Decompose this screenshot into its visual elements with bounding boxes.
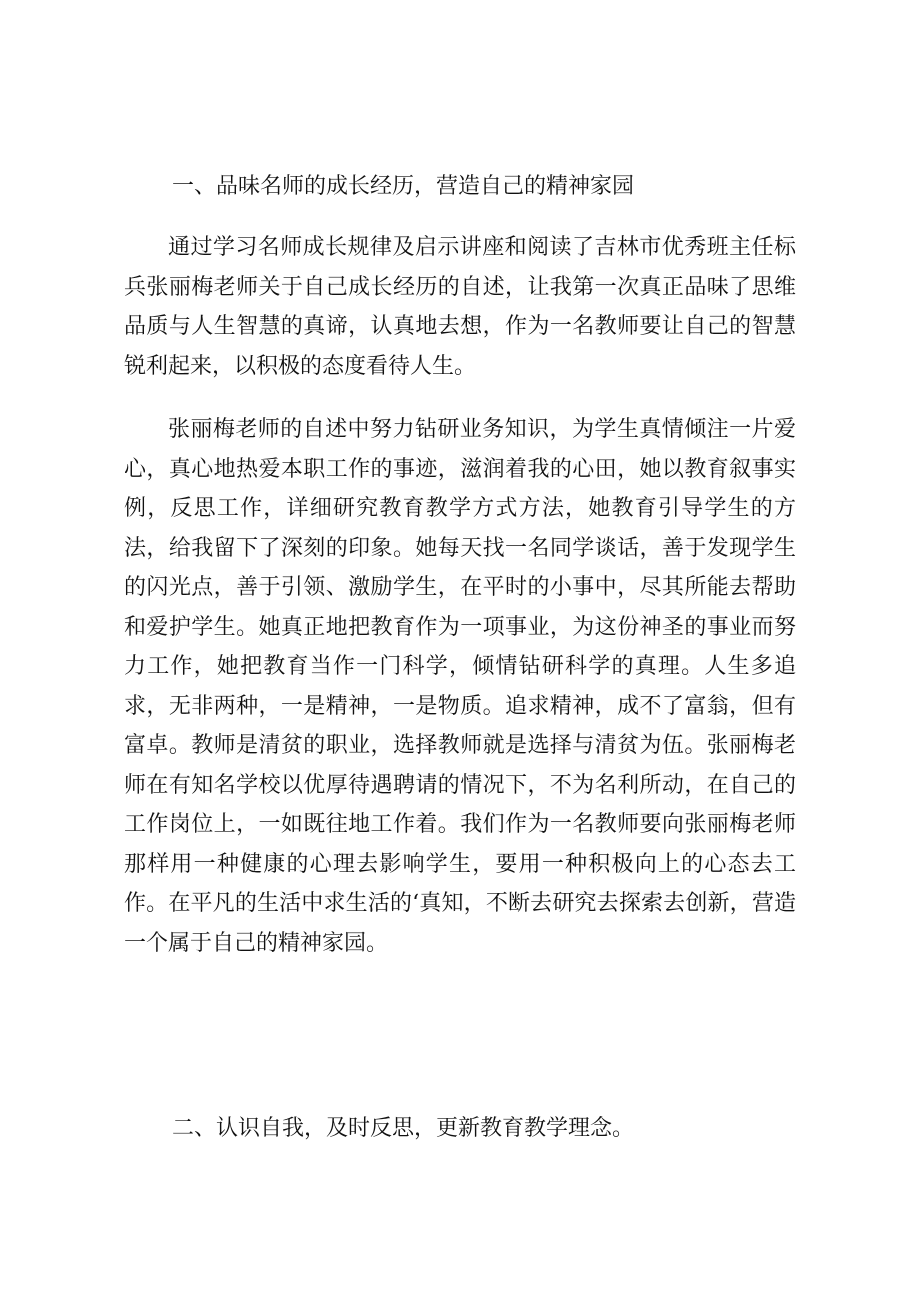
document-page <box>124 0 796 1301</box>
section-heading-1: 一、品味名师的成长经历，营造自己的精神家园 <box>172 174 635 199</box>
paragraph-1: 通过学习名师成长规律及启示讲座和阅读了吉林市优秀班主任标兵张丽梅老师关于自己成长经历的自述，让我第一次真正品味了思维品质与人生智慧的真谛，认真地去想，作为一名教师要让自己的智慧锐利起来，以积极的态度看待人生。 <box>124 235 796 379</box>
section-heading-2: 二、认识自我，及时反思，更新教育教学理念。 <box>172 1116 635 1141</box>
paragraph-2: 张丽梅老师的自述中努力钻研业务知识，为学生真情倾注一片爱心，真心地热爱本职工作的事迹，滋润着我的心田，她以教育叙事实例，反思工作，详细研究教育教学方式方法，她教育引导学生的方法，给我留下了深刻的印象。她每天找一名同学谈话，善于发现学生的闪光点，善于引领、激励学生，在平时的小事中，尽其所能去帮助和爱护学生。她真正地把教育作为一项事业，为这份神圣的事业而努力工作，她把教育当作一门科学，倾情钻研科学的真理。人生多追求，无非两种，一是精神，一是物质。追求精神，成不了富翁，但有富卓。教师是清贫的职业，选择教师就是选择与清贫为伍。张丽梅老师在有知名学校以优厚待遇聘请的情况下，不为名利所动，在自己的工作岗位上，一如既往地工作着。我们作为一名教师要向张丽梅老师那样用一种健康的心理去影响学生，要用一种积极向上的心态去工作。在平凡的生活中求生活的‘真知，不断去研究去探索去创新，营造一个属于自己的精神家园。 <box>124 417 796 956</box>
